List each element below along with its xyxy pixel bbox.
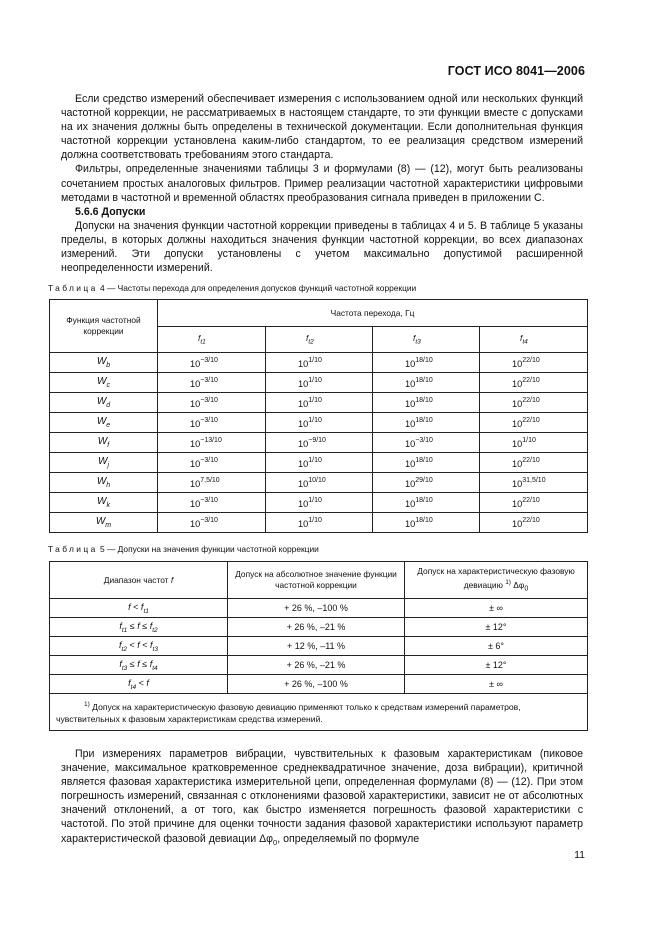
- closing-paragraph: [61, 747, 583, 850]
- function-subscript: b: [106, 362, 111, 369]
- power-base: 10: [190, 418, 201, 429]
- range-symbol: f: [137, 639, 140, 650]
- freq-subscript: t4: [522, 338, 528, 346]
- transition-frequency-cell: [373, 433, 480, 453]
- function-subscript: c: [106, 382, 110, 389]
- range-symbol: f: [150, 639, 153, 650]
- range-operator: <: [130, 601, 141, 612]
- power-exponent: 1/10: [308, 416, 322, 424]
- table5-caption-text: 5 — Допуски на значения функции частотной коррекции: [99, 544, 319, 554]
- transition-frequency-cell: [373, 413, 480, 433]
- power-base: 10: [512, 398, 523, 409]
- range-operator: <: [139, 639, 151, 650]
- weighting-function-cell: [50, 393, 158, 413]
- power-base: 10: [405, 418, 416, 429]
- power-base: 10: [298, 518, 309, 529]
- range-operator: ≤: [127, 620, 138, 631]
- range-symbol: f: [149, 620, 153, 631]
- power-exponent: 10/10: [308, 476, 326, 484]
- table4-frequency-group-header: Частота перехода, Гц: [158, 300, 588, 327]
- closing-section: [61, 747, 583, 850]
- power-exponent: 7,5/10: [200, 476, 220, 484]
- power-base: 10: [405, 398, 416, 409]
- power-exponent: 18/10: [415, 396, 433, 404]
- function-symbol: W: [96, 356, 107, 367]
- range-subscript: t1: [143, 607, 149, 615]
- power-exponent: −3/10: [200, 496, 218, 504]
- transition-frequency-cell: [373, 453, 480, 473]
- power-exponent: −3/10: [200, 356, 218, 364]
- power-base: 10: [405, 458, 416, 469]
- range-subscript: t2: [152, 626, 158, 634]
- power-base: 10: [512, 358, 523, 369]
- phase-tolerance-cell: ± 6°: [405, 637, 588, 656]
- intro-paragraph-3: Допуски на значения функции частотной коррекции приведены в таблицах 4 и 5. В таблице 5 указаны пределы, в которых должны находиться значения функции частотной коррекции, во всех диапазонах измерений. Эти допуски установлены с учетом максимально допустимой расширенной неопределенности измерений.: [61, 219, 583, 275]
- power-exponent: 22/10: [522, 416, 540, 424]
- range-operator: ≤: [139, 658, 150, 669]
- transition-frequency-cell: [158, 453, 266, 473]
- range-subscript: t2: [121, 645, 127, 653]
- transition-frequency-cell: [158, 513, 266, 533]
- range-symbol: f: [146, 677, 149, 688]
- power-exponent: 22/10: [522, 516, 540, 524]
- power-base: 10: [405, 438, 416, 449]
- transition-frequency-cell: [266, 413, 373, 433]
- power-base: 10: [190, 438, 201, 449]
- power-base: 10: [512, 378, 523, 389]
- function-symbol: W: [95, 516, 106, 527]
- range-operator: ≤: [127, 658, 138, 669]
- function-subscript: f: [107, 442, 110, 449]
- power-exponent: −3/10: [200, 416, 218, 424]
- power-base: 10: [298, 378, 309, 389]
- frequency-range-cell: [50, 637, 228, 656]
- transition-frequency-cell: [480, 413, 588, 433]
- table4-row: [50, 353, 588, 373]
- function-symbol: W: [97, 456, 108, 467]
- range-symbol: f: [137, 620, 140, 631]
- freq-subscript: t1: [200, 338, 206, 346]
- power-exponent: −3/10: [415, 436, 433, 444]
- table4-freq-header: [373, 327, 480, 353]
- range-symbol: f: [149, 658, 153, 669]
- table5-phase-header: [405, 562, 588, 599]
- phase-tolerance-cell: ± ∞: [405, 599, 588, 618]
- power-base: 10: [190, 518, 201, 529]
- closing-symbol-sub: 0: [273, 837, 278, 847]
- function-symbol: W: [96, 396, 107, 407]
- function-subscript: m: [105, 522, 112, 529]
- abs-tolerance-cell: + 26 %, –21 %: [228, 618, 405, 637]
- table4-row: [50, 513, 588, 533]
- table4-caption-word: Таблица: [48, 283, 98, 293]
- intro-paragraph-1: Если средство измерений обеспечивает измерения с использованием одной или нескольких функций частотной коррекции, не рассматриваемых в настоящем стандарте, то эти функции вместе с допусками на их значения должны быть определены в технической документации. Если дополнительная функция частотной коррекции установлена каким-либо стандартом, то ее реализация средством измерений должна соответствовать требованиям этого стандарта.: [61, 93, 583, 162]
- tolerance-table: [49, 561, 588, 731]
- table5-abs-header: Допуск на абсолютное значение функции частотной коррекции: [228, 562, 405, 599]
- power-exponent: 29/10: [415, 476, 433, 484]
- range-operator: ≤: [139, 620, 150, 631]
- weighting-function-cell: [50, 453, 158, 473]
- power-exponent: 22/10: [522, 356, 540, 364]
- transition-frequency-cell: [480, 513, 588, 533]
- power-exponent: 1/10: [308, 516, 322, 524]
- section-title: Допуски: [101, 205, 146, 218]
- transition-frequency-cell: [373, 493, 480, 513]
- weighting-function-cell: [50, 373, 158, 393]
- power-exponent: 22/10: [522, 456, 540, 464]
- table4-function-header: Функция частотной коррекции: [50, 300, 158, 353]
- page-header: ГОСТ ИСО 8041—2006: [447, 64, 585, 78]
- transition-frequency-cell: [266, 433, 373, 453]
- power-exponent: −3/10: [200, 376, 218, 384]
- range-symbol: f: [140, 601, 144, 612]
- abs-tolerance-cell: + 26 %, –100 %: [228, 675, 405, 694]
- range-operator: <: [136, 677, 147, 688]
- frequency-range-cell: [50, 656, 228, 675]
- power-exponent: 22/10: [522, 376, 540, 384]
- weighting-function-cell: [50, 493, 158, 513]
- power-exponent: 22/10: [522, 396, 540, 404]
- table4-freq-header: [480, 327, 588, 353]
- power-base: 10: [405, 478, 416, 489]
- power-base: 10: [512, 498, 523, 509]
- power-base: 10: [512, 458, 523, 469]
- transition-frequency-cell: [266, 513, 373, 533]
- range-symbol: f: [119, 620, 122, 631]
- table4-freq-header: [158, 327, 266, 353]
- table5-phase-header-text: Допуск на характеристическую фазовую девиацию: [417, 565, 575, 590]
- abs-tolerance-cell: + 26 %, –21 %: [228, 656, 405, 675]
- power-exponent: 18/10: [415, 356, 433, 364]
- transition-frequency-cell: [373, 353, 480, 373]
- table4-caption-text: 4 — Частоты перехода для определения допусков функций частотной коррекции: [99, 283, 417, 293]
- function-subscript: k: [106, 502, 110, 509]
- power-base: 10: [298, 358, 309, 369]
- table5-footnote: [50, 694, 588, 731]
- range-subscript: t3: [152, 645, 158, 653]
- range-subscript: t4: [130, 683, 137, 691]
- transition-frequency-cell: [480, 373, 588, 393]
- transition-frequency-cell: [266, 353, 373, 373]
- power-exponent: −13/10: [200, 436, 222, 444]
- power-base: 10: [405, 498, 416, 509]
- freq-subscript: t3: [415, 338, 421, 346]
- power-exponent: −9/10: [308, 436, 326, 444]
- closing-paragraph-text: При измерениях параметров вибрации, чувствительных к фазовым характеристикам (пиковое значение, максимальное кратковременное среднеквадратичное значение, доза вибрации), критичной является фазовая характеристика измерительной цепи, определенная формулами (8) — (12). При этом погрешность измерений, связанная с отклонениями фазовой характеристики, зависит не от абсолютных значений отклонений, а от того, как быстро изменяется погрешность фазовой характеристики с частотой. По этой причине для оценки точности задания фазовой характеристики используют параметр характеристической фазовой девиации: [61, 748, 583, 845]
- table5-caption: [48, 544, 588, 555]
- power-exponent: 1/10: [308, 356, 322, 364]
- table5-range-header: [50, 562, 228, 599]
- intro-paragraph-2: Фильтры, определенные значениями таблицы 3 и формулами (8) — (12), могут быть реализованы сочетанием простых аналоговых фильтров. Пример реализации частотной характеристики цифровыми методами в частотной и временной областях преобразования сигнала приведен в приложении С.: [61, 163, 583, 204]
- power-base: 10: [405, 358, 416, 369]
- transition-frequency-cell: [373, 373, 480, 393]
- table5-row: [50, 675, 588, 694]
- power-exponent: −3/10: [200, 396, 218, 404]
- power-base: 10: [512, 438, 523, 449]
- abs-tolerance-cell: + 12 %, –11 %: [228, 637, 405, 656]
- table5-phase-header-symbol-sub: 0: [524, 585, 529, 593]
- transition-frequency-cell: [480, 473, 588, 493]
- function-symbol: W: [97, 376, 107, 387]
- page-number: 11: [574, 849, 585, 861]
- transition-frequency-cell: [373, 513, 480, 533]
- power-exponent: 18/10: [415, 496, 433, 504]
- closing-symbol: Δφ: [259, 832, 274, 845]
- section-heading: [61, 205, 583, 219]
- power-exponent: 1/10: [308, 496, 322, 504]
- transition-frequency-cell: [480, 453, 588, 473]
- power-base: 10: [298, 478, 309, 489]
- phase-tolerance-cell: ± 12°: [405, 618, 588, 637]
- power-base: 10: [190, 378, 201, 389]
- table5-phase-header-note: 1): [505, 578, 511, 586]
- transition-frequency-cell: [158, 473, 266, 493]
- power-base: 10: [190, 478, 201, 489]
- table5-range-header-text: Диапазон частот: [103, 574, 169, 585]
- table5-footnote-mark: 1): [84, 701, 90, 709]
- function-symbol: W: [96, 476, 107, 487]
- power-base: 10: [512, 478, 523, 489]
- power-exponent: 18/10: [415, 416, 433, 424]
- freq-symbol: f: [306, 333, 309, 344]
- transition-frequency-cell: [373, 393, 480, 413]
- frequency-range-cell: [50, 675, 228, 694]
- power-exponent: 1/10: [308, 376, 322, 384]
- intro-section: [61, 92, 583, 275]
- range-subscript: t1: [121, 626, 128, 634]
- range-symbol: f: [128, 677, 131, 688]
- power-base: 10: [405, 378, 416, 389]
- power-base: 10: [190, 458, 201, 469]
- transition-frequency-cell: [158, 493, 266, 513]
- transition-frequency-cell: [266, 453, 373, 473]
- table4-row: [50, 393, 588, 413]
- power-exponent: 22/10: [522, 496, 540, 504]
- power-exponent: 31,5/10: [522, 476, 546, 484]
- power-exponent: 1/10: [308, 396, 322, 404]
- power-base: 10: [190, 358, 201, 369]
- table4-row: [50, 493, 588, 513]
- freq-symbol: f: [198, 333, 201, 344]
- transition-frequency-cell: [266, 373, 373, 393]
- transition-frequency-cell: [158, 373, 266, 393]
- weighting-function-cell: [50, 413, 158, 433]
- power-base: 10: [298, 438, 309, 449]
- power-base: 10: [512, 418, 523, 429]
- transition-frequency-cell: [266, 393, 373, 413]
- power-exponent: 1/10: [308, 456, 322, 464]
- transition-frequency-cell: [158, 353, 266, 373]
- table5-range-header-symbol: f: [170, 574, 174, 585]
- freq-symbol: f: [413, 333, 416, 344]
- frequency-range-cell: [50, 599, 228, 618]
- freq-subscript: t2: [308, 338, 314, 346]
- transition-frequency-cell: [480, 493, 588, 513]
- table4-freq-header: [266, 327, 373, 353]
- power-base: 10: [298, 418, 309, 429]
- transition-frequency-cell: [158, 413, 266, 433]
- transition-frequency-table: [49, 299, 588, 533]
- range-symbol: f: [128, 601, 131, 612]
- weighting-function-cell: [50, 513, 158, 533]
- phase-tolerance-cell: ± 12°: [405, 656, 588, 675]
- range-subscript: t3: [121, 664, 128, 672]
- phase-tolerance-cell: ± ∞: [405, 675, 588, 694]
- transition-frequency-cell: [266, 473, 373, 493]
- table4-row: [50, 413, 588, 433]
- table4-row: [50, 433, 588, 453]
- transition-frequency-cell: [480, 433, 588, 453]
- frequency-range-cell: [50, 618, 228, 637]
- table5-row: [50, 599, 588, 618]
- weighting-function-cell: [50, 353, 158, 373]
- table5-footnote-text: Допуск на характеристическую фазовую девиацию применяют только к средствам измерений параметров, чувствительных к фазовым характеристикам средства измерений.: [56, 701, 521, 724]
- power-base: 10: [298, 458, 309, 469]
- section-number: 5.6.6: [75, 205, 99, 218]
- closing-tail: , определяемый по формуле: [277, 832, 420, 845]
- range-subscript: t4: [152, 664, 158, 672]
- power-base: 10: [512, 518, 523, 529]
- function-symbol: W: [97, 436, 108, 447]
- freq-symbol: f: [520, 333, 523, 344]
- weighting-function-cell: [50, 433, 158, 453]
- table5-caption-word: Таблица: [48, 544, 98, 554]
- range-symbol: f: [137, 658, 140, 669]
- table5-row: [50, 637, 588, 656]
- function-symbol: W: [97, 496, 107, 507]
- table5-phase-header-symbol: Δφ: [513, 579, 525, 590]
- weighting-function-cell: [50, 473, 158, 493]
- transition-frequency-cell: [266, 493, 373, 513]
- table4-row: [50, 453, 588, 473]
- power-base: 10: [298, 398, 309, 409]
- abs-tolerance-cell: + 26 %, –100 %: [228, 599, 405, 618]
- table5-row: [50, 618, 588, 637]
- power-base: 10: [405, 518, 416, 529]
- table5-row: [50, 656, 588, 675]
- transition-frequency-cell: [480, 353, 588, 373]
- range-symbol: f: [119, 639, 122, 650]
- range-operator: <: [126, 639, 138, 650]
- power-exponent: 18/10: [415, 376, 433, 384]
- transition-frequency-cell: [158, 433, 266, 453]
- function-subscript: j: [107, 462, 109, 469]
- table4-caption: [48, 283, 588, 294]
- transition-frequency-cell: [158, 393, 266, 413]
- table4-row: [50, 473, 588, 493]
- power-base: 10: [190, 498, 201, 509]
- function-subscript: e: [106, 422, 111, 429]
- power-exponent: −3/10: [200, 456, 218, 464]
- power-exponent: 1/10: [522, 436, 536, 444]
- power-exponent: −3/10: [200, 516, 218, 524]
- function-subscript: h: [106, 482, 111, 489]
- transition-frequency-cell: [373, 473, 480, 493]
- power-exponent: 18/10: [415, 456, 433, 464]
- power-exponent: 18/10: [415, 516, 433, 524]
- range-symbol: f: [119, 658, 122, 669]
- power-base: 10: [298, 498, 309, 509]
- function-subscript: d: [106, 402, 111, 409]
- table4-row: [50, 373, 588, 393]
- power-base: 10: [190, 398, 201, 409]
- function-symbol: W: [96, 416, 107, 427]
- transition-frequency-cell: [480, 393, 588, 413]
